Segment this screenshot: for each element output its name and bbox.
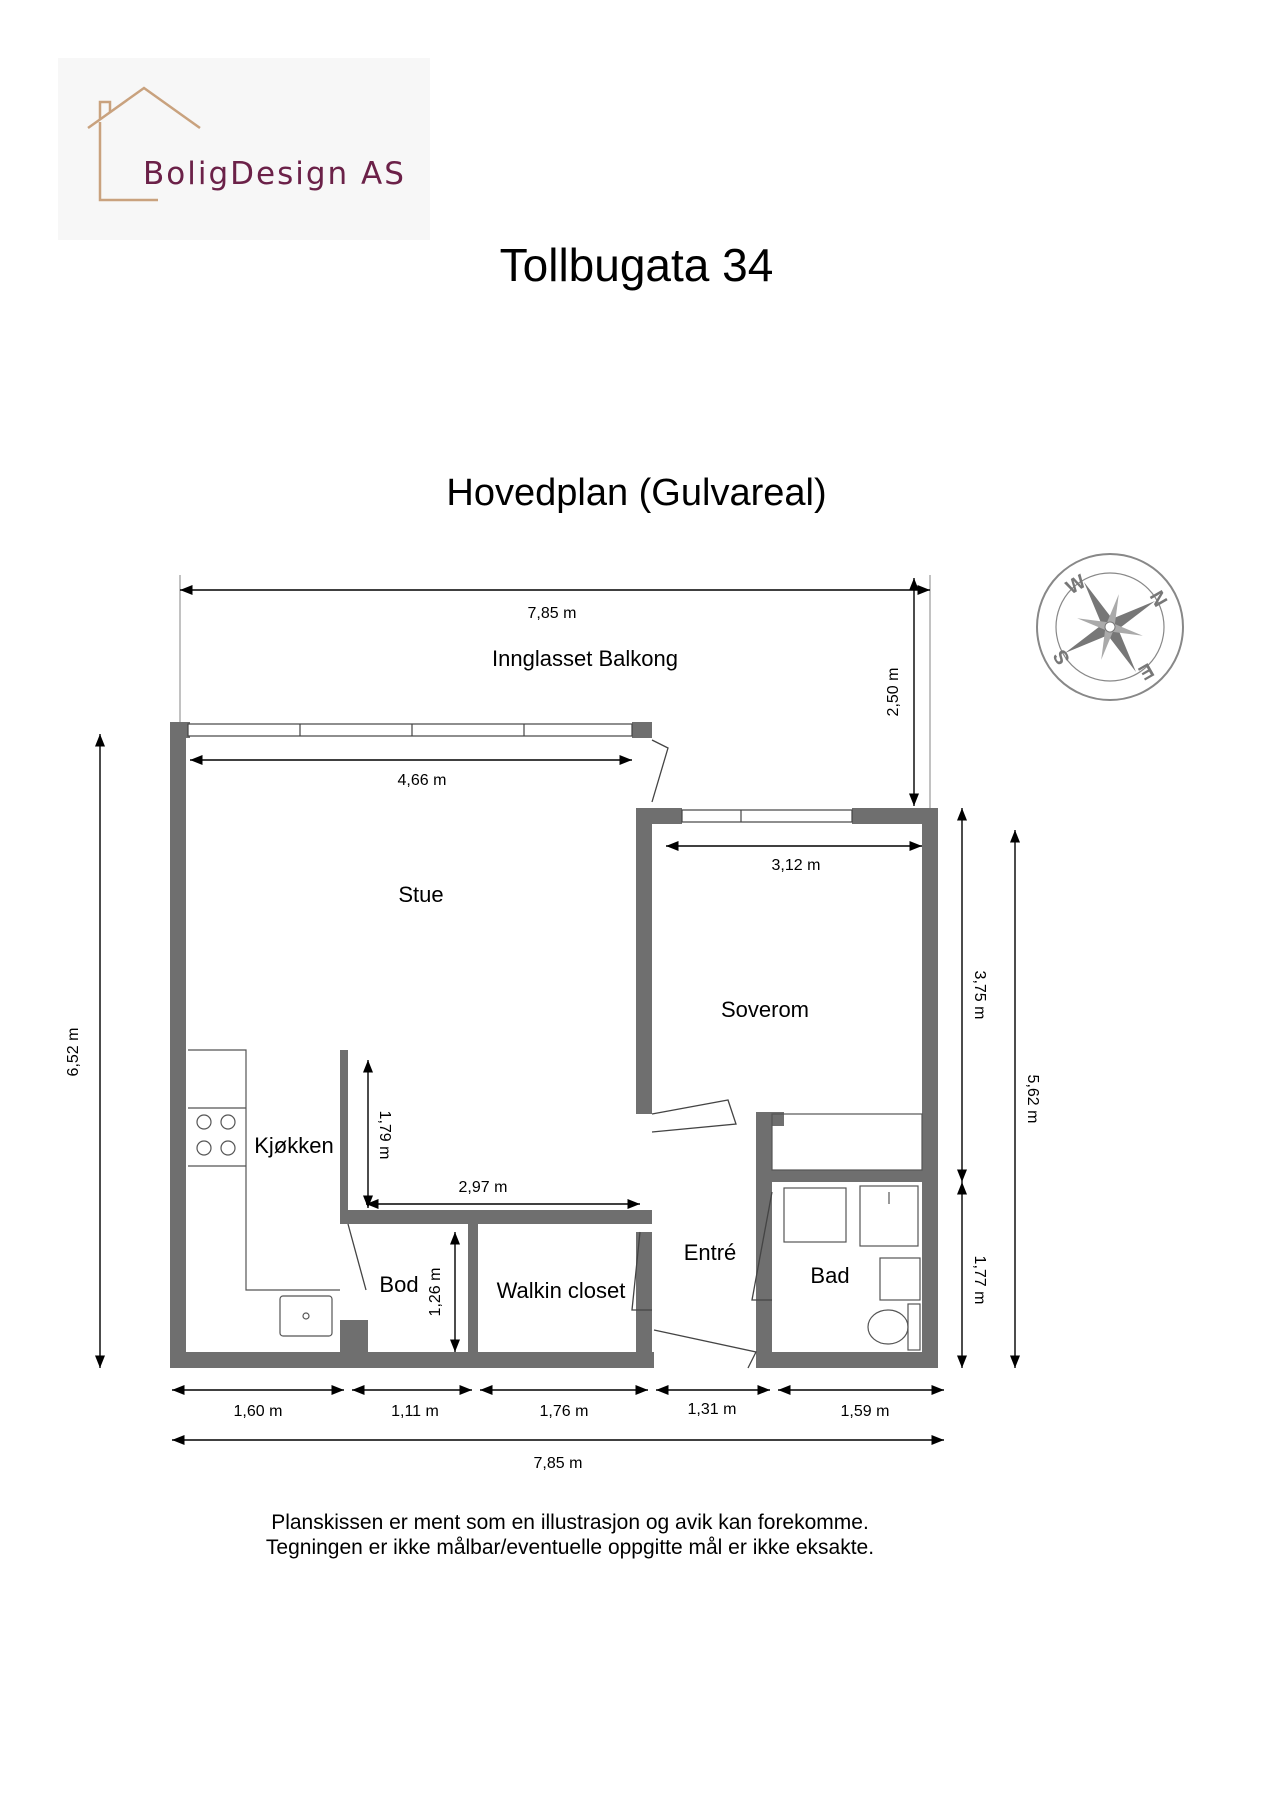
washing-machine-icon: [784, 1188, 846, 1242]
compass-rose-icon: [1037, 554, 1183, 700]
room-label-entry: Entré: [683, 1240, 737, 1265]
stove-burner-icon: [221, 1141, 235, 1155]
stove-burner-icon: [197, 1141, 211, 1155]
dim-balcony-depth: 2,50 m: [885, 667, 902, 717]
dim-bottom-1: 1,60 m: [233, 1403, 283, 1420]
wall-living-bedroom: [636, 808, 652, 1114]
window-living: [188, 724, 632, 736]
logo-text: BoligDesign AS: [143, 156, 406, 192]
stove-burner-icon: [197, 1115, 211, 1129]
room-label-closet: Walkin closet: [496, 1278, 626, 1303]
door-balcony: [652, 740, 668, 802]
dim-left-height: 6,52 m: [65, 1027, 82, 1077]
wall-north-living-right: [632, 722, 652, 738]
dim-living-lower-width: 2,97 m: [458, 1179, 508, 1196]
room-label-balcony: Innglasset Balkong: [492, 646, 678, 671]
room-label-living: Stue: [398, 882, 444, 907]
kitchen-counter: [188, 1050, 340, 1336]
compass-label-s: S: [1049, 645, 1075, 669]
dimension-lines: [100, 578, 1015, 1440]
wall-entry-right: [756, 1112, 772, 1368]
dim-bathroom-height: 1,77 m: [971, 1255, 988, 1305]
disclaimer: [150, 1510, 990, 1560]
dim-right-total-height: 5,62 m: [1024, 1074, 1041, 1124]
stove-burner-icon: [221, 1115, 235, 1129]
wall-storage-top: [340, 1210, 652, 1224]
wall-east: [922, 808, 938, 1368]
wall-stub-storage: [340, 1320, 368, 1368]
dim-total-width: 7,85 m: [533, 1455, 583, 1472]
wardrobe: [772, 1114, 922, 1170]
door-storage: [348, 1224, 366, 1290]
compass-label-w: W: [1062, 570, 1090, 600]
disclaimer-line-2: Tegningen er ikke målbar/eventuelle oppgitte mål er ikke eksakte.: [265, 1536, 875, 1559]
dim-storage-depth: 1,26 m: [427, 1267, 444, 1317]
dim-kitchen-niche-depth: 1,79 m: [376, 1110, 393, 1160]
wall-west: [170, 722, 186, 1368]
toilet-bowl-icon: [868, 1310, 908, 1344]
room-label-kitchen: Kjøkken: [254, 1133, 334, 1158]
door-bedroom: [652, 1100, 736, 1132]
dim-balcony-width: 7,85 m: [527, 605, 577, 622]
dim-bottom-5: 1,59 m: [840, 1403, 890, 1420]
sink-drain-icon: [303, 1313, 309, 1319]
dim-bedroom-height: 3,75 m: [971, 970, 988, 1020]
dim-bottom-3: 1,76 m: [539, 1403, 589, 1420]
room-label-bathroom: Bad: [810, 1263, 850, 1288]
windows: [188, 724, 852, 822]
page-title: Tollbugata 34: [499, 239, 774, 291]
door-entry: [654, 1330, 756, 1368]
room-label-bedroom: Soverom: [720, 997, 810, 1022]
disclaimer-line-1: Planskissen er ment som en illustrasjon og avik kan forekomme.: [271, 1511, 869, 1534]
wall-south-left: [170, 1352, 654, 1368]
sink-icon: [280, 1296, 332, 1336]
wall-kitchen-niche: [340, 1050, 348, 1216]
dim-living-width: 4,66 m: [397, 772, 447, 789]
plan-title: Hovedplan (Gulvareal): [446, 472, 827, 514]
room-label-storage: Bod: [379, 1272, 419, 1297]
dim-bedroom-width: 3,12 m: [771, 857, 821, 874]
wall-storage-closet: [468, 1216, 478, 1368]
compass-label-e: E: [1134, 658, 1158, 684]
compass-label-n: N: [1144, 587, 1172, 611]
dim-bottom-4: 1,31 m: [687, 1401, 737, 1418]
bathroom-fixtures: [784, 1186, 920, 1350]
wall-north-living-left: [170, 722, 190, 738]
dim-bottom-2: 1,11 m: [391, 1403, 439, 1420]
window-bedroom: [682, 810, 852, 822]
